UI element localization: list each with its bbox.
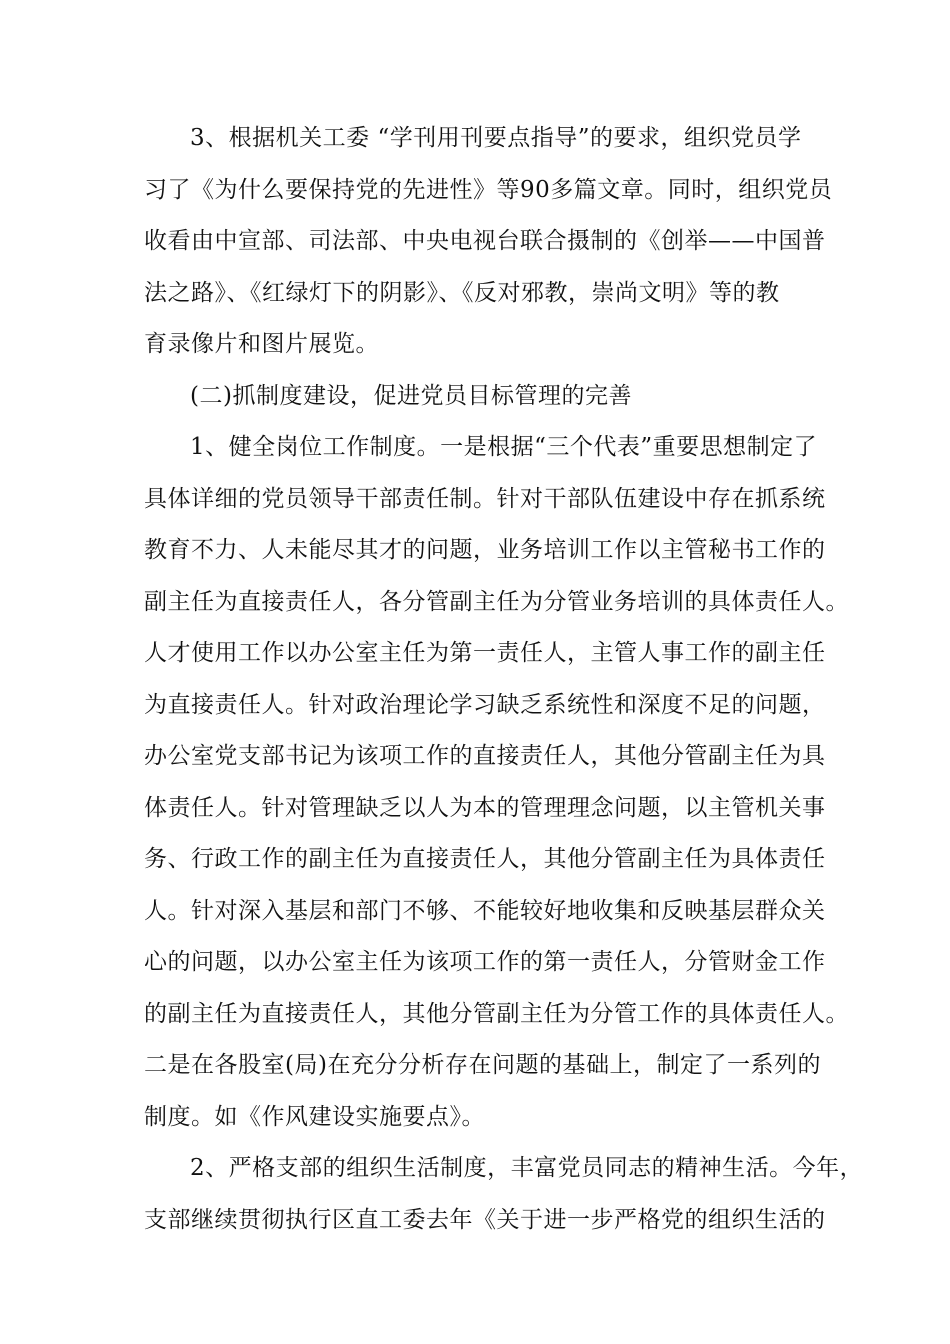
document-line: 副主任为直接责任人，各分管副主任为分管业务培训的具体责任人。: [144, 588, 849, 615]
document-line: 为直接责任人。针对政治理论学习缺乏系统性和深度不足的问题，: [144, 691, 826, 718]
document-line: 育录像片和图片展览。: [144, 331, 379, 357]
document-line: 收看由中宣部、司法部、中央电视台联合摄制的《创举——中国普: [144, 228, 826, 254]
document-line: 心的问题，以办公室主任为该项工作的第一责任人，分管财金工作: [144, 949, 826, 975]
document-line: 3、根据机关工委 “学刊用刊要点指导”的要求，组织党员学: [190, 125, 802, 151]
document-line: 的副主任为直接责任人，其他分管副主任为分管工作的具体责任人。: [144, 1000, 849, 1027]
document-line: 体责任人。针对管理缺乏以人为本的管理理念问题，以主管机关事: [144, 794, 826, 821]
document-line: 人。针对深入基层和部门不够、不能较好地收集和反映基层群众关: [144, 897, 826, 924]
document-line: (二)抓制度建设，促进党员目标管理的完善: [190, 382, 632, 409]
document-line: 教育不力、人未能尽其才的问题，业务培训工作以主管秘书工作的: [144, 537, 826, 563]
document-line: 2、严格支部的组织生活制度，丰富党员同志的精神生活。今年，: [190, 1155, 864, 1181]
document-line: 务、行政工作的副主任为直接责任人，其他分管副主任为具体责任: [144, 846, 826, 872]
document-line: 法之路》、《红绿灯下的阴影》、《反对邪教，崇尚文明》等的教: [144, 279, 780, 306]
document-line: 办公室党支部书记为该项工作的直接责任人，其他分管副主任为具: [144, 743, 826, 769]
document-line: 习了《为什么要保持党的先进性》等90多篇文章。同时，组织党员: [144, 176, 833, 203]
document-body: [144, 113, 864, 1246]
document-line: 1、健全岗位工作制度。一是根据“三个代表”重要思想制定了: [190, 434, 818, 460]
document-line: 二是在各股室(局)在充分分析存在问题的基础上，制定了一系列的: [144, 1052, 821, 1078]
document-line: 人才使用工作以办公室主任为第一责任人，主管人事工作的副主任: [144, 640, 826, 666]
document-line: 制度。如《作风建设实施要点》。: [144, 1103, 485, 1130]
document-line: 具体详细的党员领导干部责任制。针对干部队伍建设中存在抓系统: [144, 485, 826, 512]
document-line: 支部继续贯彻执行区直工委去年《关于进一步严格党的组织生活的: [144, 1206, 826, 1233]
